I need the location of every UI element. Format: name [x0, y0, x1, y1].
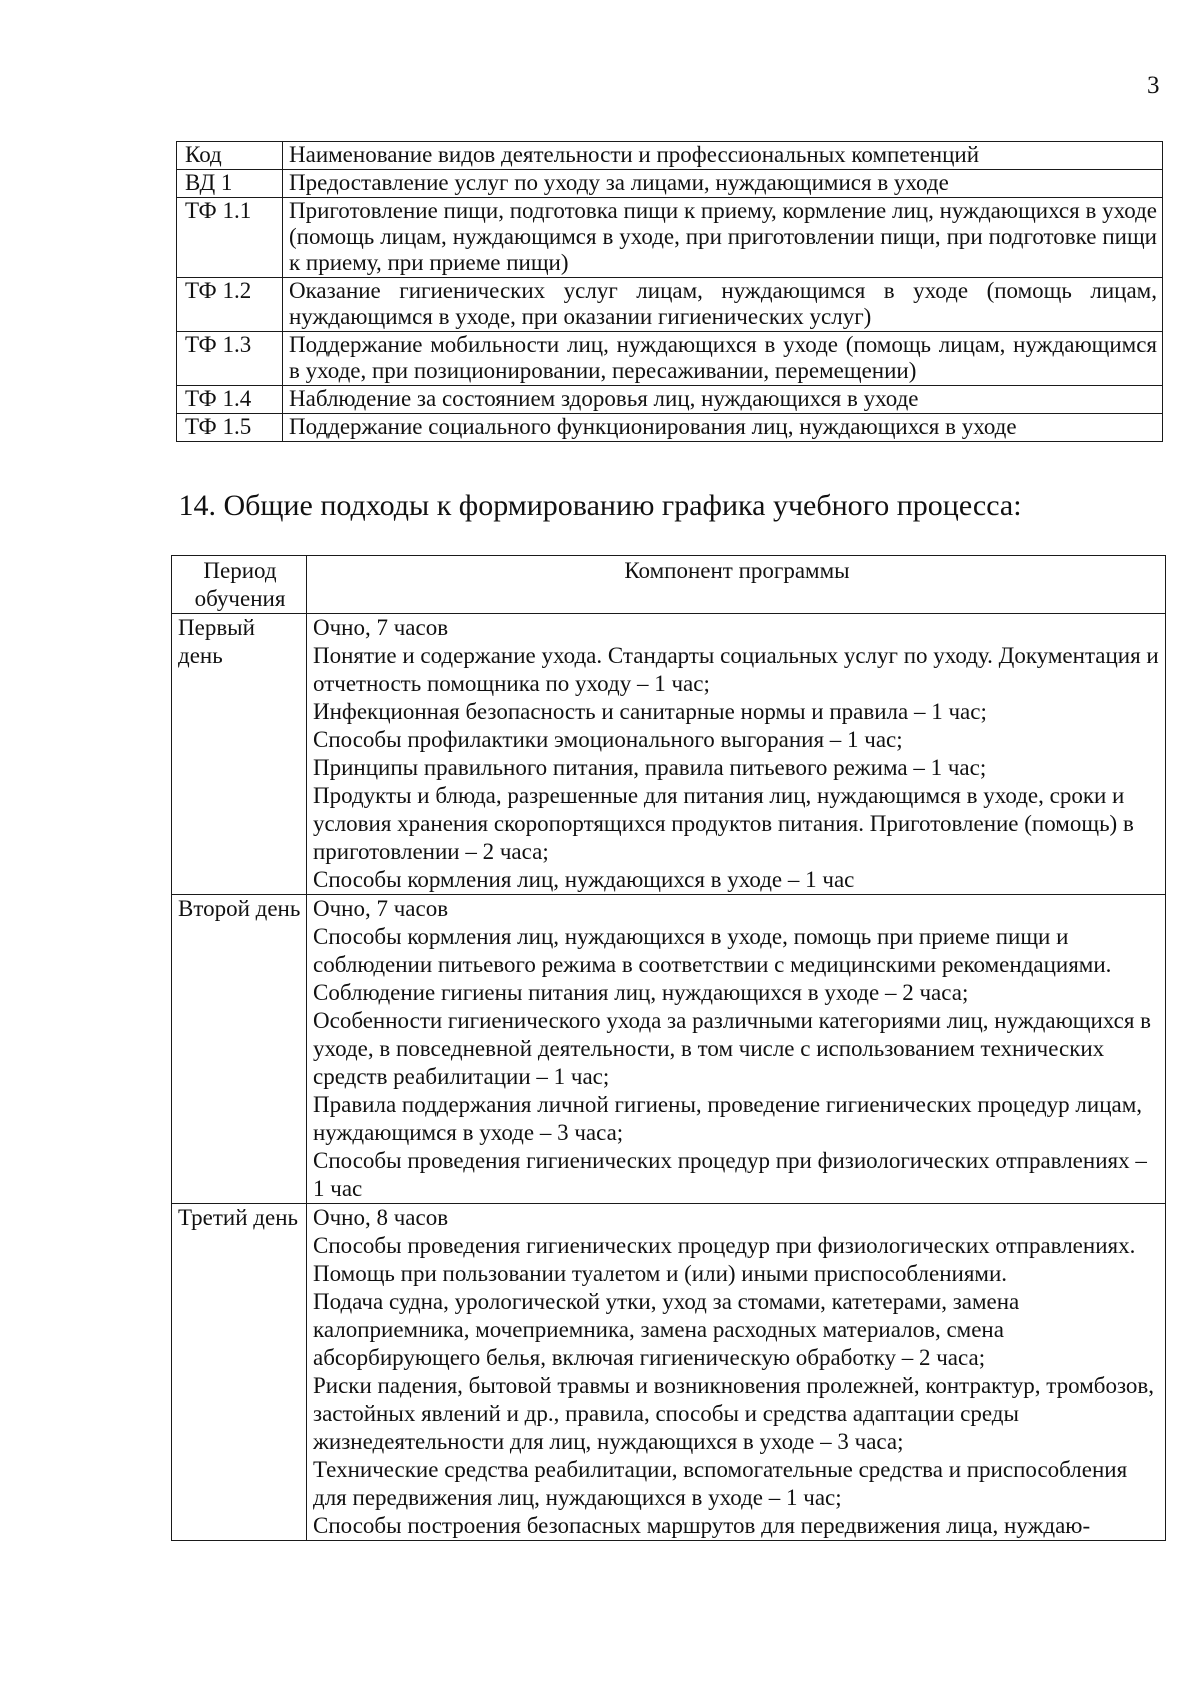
- schedule-table-header-row: [172, 556, 1166, 614]
- list-item: Принципы правильного питания, правила питьевого режима – 1 час;: [313, 755, 987, 780]
- list-item: Способы построения безопасных маршрутов для передвижения лица, нуждаю-: [313, 1513, 1091, 1538]
- list-item: Способы кормления лиц, нуждающихся в уходе – 1 час: [313, 867, 855, 892]
- day-content: [307, 895, 1166, 1204]
- day-period: Третий день: [172, 1204, 307, 1541]
- header-period: Период обучения: [172, 556, 307, 614]
- competency-text: Наблюдение за состоянием здоровья лиц, нуждающихся в уходе: [283, 386, 1163, 414]
- schedule-day-row: [172, 895, 1166, 1204]
- list-item: Технические средства реабилитации, вспомогательные средства и приспособления для передвижения лиц, нуждающихся в уходе – 1 час;: [313, 1457, 1128, 1510]
- list-item: Способы профилактики эмоционального выгорания – 1 час;: [313, 727, 903, 752]
- day-mode: Очно, 7 часов: [313, 615, 449, 640]
- day-content: [307, 614, 1166, 895]
- list-item: Правила поддержания личной гигиены, проведение гигиенических процедур лицам, нуждающимся в уходе – 3 часа;: [313, 1092, 1143, 1145]
- competency-text: Оказание гигиенических услуг лицам, нуждающимся в уходе (помощь лицам, нуждающимся в уходе, при оказании гигиенических услуг): [283, 278, 1163, 332]
- section-heading: 14. Общие подходы к формированию графика учебного процесса:: [178, 489, 1022, 522]
- header-component: Компонент программы: [307, 556, 1166, 614]
- header-name: Наименование видов деятельности и профессиональных компетенций: [283, 142, 1163, 170]
- competency-text: Поддержание социального функционирования лиц, нуждающихся в уходе: [283, 414, 1163, 442]
- schedule-day-row: [172, 614, 1166, 895]
- competency-code: ТФ 1.3: [177, 332, 283, 386]
- table-row: [177, 414, 1163, 442]
- day-mode: Очно, 7 часов: [313, 896, 449, 921]
- list-item: Инфекционная безопасность и санитарные нормы и правила – 1 час;: [313, 699, 987, 724]
- table-row: [177, 386, 1163, 414]
- competency-text: Предоставление услуг по уходу за лицами, нуждающимися в уходе: [283, 170, 1163, 198]
- list-item: Соблюдение гигиены питания лиц, нуждающихся в уходе – 2 часа;: [313, 980, 969, 1005]
- day-content: [307, 1204, 1166, 1541]
- competency-code: ВД 1: [177, 170, 283, 198]
- competency-table-header-row: [177, 142, 1163, 170]
- day-period: Первый день: [172, 614, 307, 895]
- page-number: 3: [1147, 72, 1160, 99]
- list-item: Понятие и содержание ухода. Стандарты социальных услуг по уходу. Документация и отчетность помощника по уходу – 1 час;: [313, 643, 1159, 696]
- day-mode: Очно, 8 часов: [313, 1205, 449, 1230]
- list-item: Особенности гигиенического ухода за различными категориями лиц, нуждающихся в уходе, в повседневной деятельности, в том числе с использованием технических средств реабилитации – 1 час;: [313, 1008, 1152, 1089]
- competency-text: Поддержание мобильности лиц, нуждающихся в уходе (помощь лицам, нуждающимся в уходе, при позиционировании, пересаживании, перемещении): [283, 332, 1163, 386]
- list-item: Способы кормления лиц, нуждающихся в уходе, помощь при приеме пищи и соблюдении питьевого режима в соответствии с медицинскими рекомендациями.: [313, 924, 1112, 977]
- table-row: [177, 278, 1163, 332]
- table-row: [177, 198, 1163, 278]
- competency-code: ТФ 1.4: [177, 386, 283, 414]
- competency-table: [176, 141, 1163, 442]
- schedule-table: [171, 555, 1166, 1541]
- list-item: Способы проведения гигиенических процедур при физиологических отправлениях – 1 час: [313, 1148, 1147, 1201]
- list-item: Продукты и блюда, разрешенные для питания лиц, нуждающимся в уходе, сроки и условия хранения скоропортящихся продуктов питания. Приготовление (помощь) в приготовлении – 2 часа;: [313, 783, 1134, 864]
- day-period: Второй день: [172, 895, 307, 1204]
- competency-code: ТФ 1.1: [177, 198, 283, 278]
- list-item: Риски падения, бытовой травмы и возникновения пролежней, контрактур, тромбозов, застойных явлений и др., правила, способы и средства адаптации среды жизнедеятельности для лиц, нуждающихся в уходе – 3 часа;: [313, 1373, 1155, 1454]
- competency-code: ТФ 1.5: [177, 414, 283, 442]
- table-row: [177, 170, 1163, 198]
- competency-code: ТФ 1.2: [177, 278, 283, 332]
- list-item: Способы проведения гигиенических процедур при физиологических отправлениях. Помощь при пользовании туалетом и (или) иными приспособлениями.: [313, 1233, 1136, 1286]
- schedule-day-row: [172, 1204, 1166, 1541]
- list-item: Подача судна, урологической утки, уход за стомами, катетерами, замена калоприемника, мочеприемника, замена расходных материалов, смена абсорбирующего белья, включая гигиеническую обработку – 2 часа;: [313, 1289, 1020, 1370]
- header-code: Код: [177, 142, 283, 170]
- table-row: [177, 332, 1163, 386]
- competency-text: Приготовление пищи, подготовка пищи к приему, кормление лиц, нуждающихся в уходе (помощь лицам, нуждающимся в уходе, при приготовлении пищи, при подготовке пищи к приему, при приеме пищи): [283, 198, 1163, 278]
